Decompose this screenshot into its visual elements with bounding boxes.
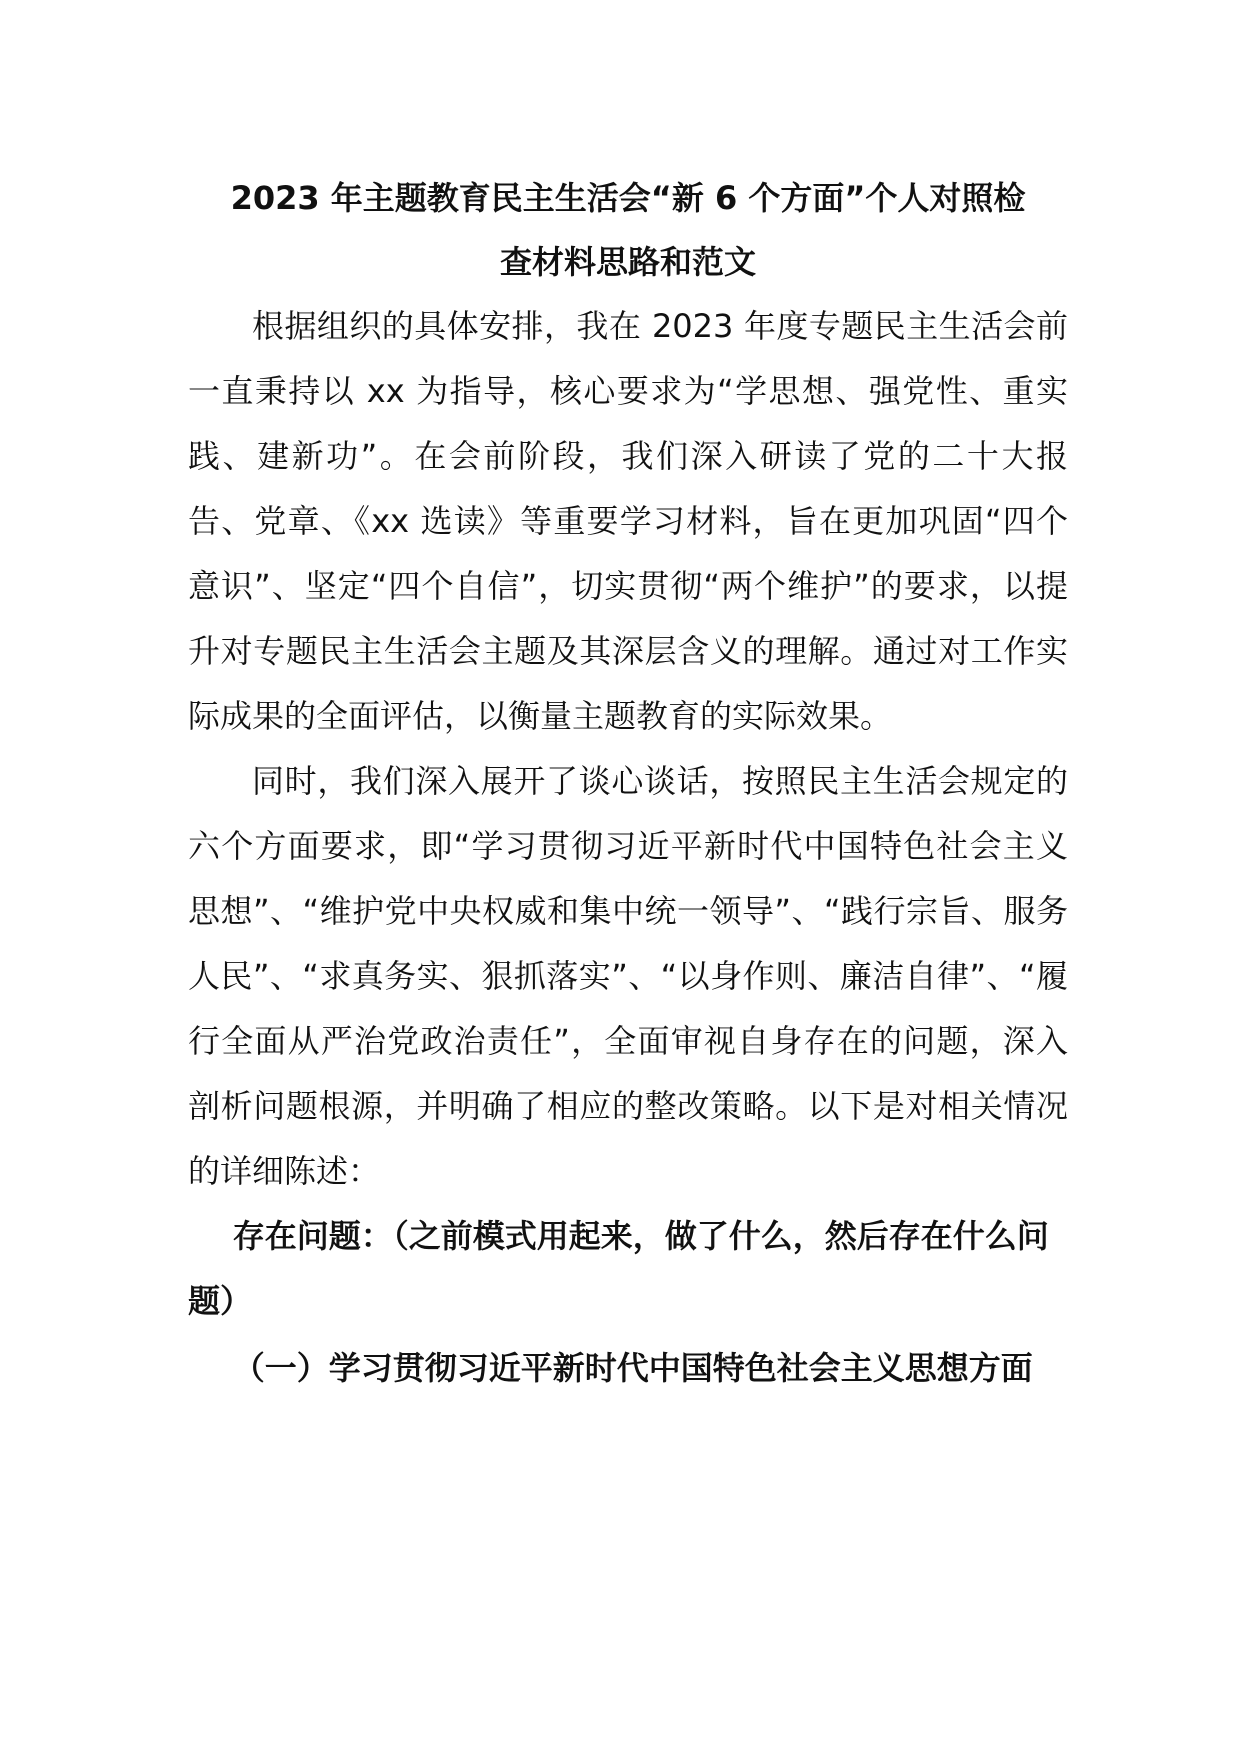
- paragraph-intro: 根据组织的具体安排，我在 2023 年度专题民主生活会前一直秉持以 xx 为指导，核心要求为“学思想、强党性、重实践、建新功”。在会前阶段，我们深入研读了党的二十大报告、党章、《xx 选读》等重要学习材料，旨在更加巩固“四个意识”、坚定“四个自信”，切实贯彻“两个维护”的要求，以提升对专题民主生活会主题及其深层含义的理解。通过对工作实际成果的全面评估，以衡量主题教育的实际效果。: [188, 307, 1068, 735]
- title-line-1: 2023 年主题教育民主生活会“新 6 个方面”个人对照检: [230, 179, 1026, 217]
- heading-section-1: （一）学习贯彻习近平新时代中国特色社会主义思想方面: [232, 1349, 1033, 1387]
- paragraph-six-aspects: 同时，我们深入展开了谈心谈话，按照民主生活会规定的六个方面要求，即“学习贯彻习近平新时代中国特色社会主义思想”、“维护党中央权威和集中统一领导”、“践行宗旨、服务人民”、“求真务实、狠抓落实”、“以身作则、廉洁自律”、“履行全面从严治党政治责任”，全面审视自身存在的问题，深入剖析问题根源，并明确了相应的整改策略。以下是对相关情况的详细陈述：: [188, 762, 1068, 1190]
- heading-problems: 存在问题：（之前模式用起来，做了什么，然后存在什么问题）: [188, 1217, 1049, 1320]
- title-line-2: 查材料思路和范文: [499, 243, 756, 281]
- document-title: [188, 166, 1068, 294]
- document-body: [188, 166, 1068, 1401]
